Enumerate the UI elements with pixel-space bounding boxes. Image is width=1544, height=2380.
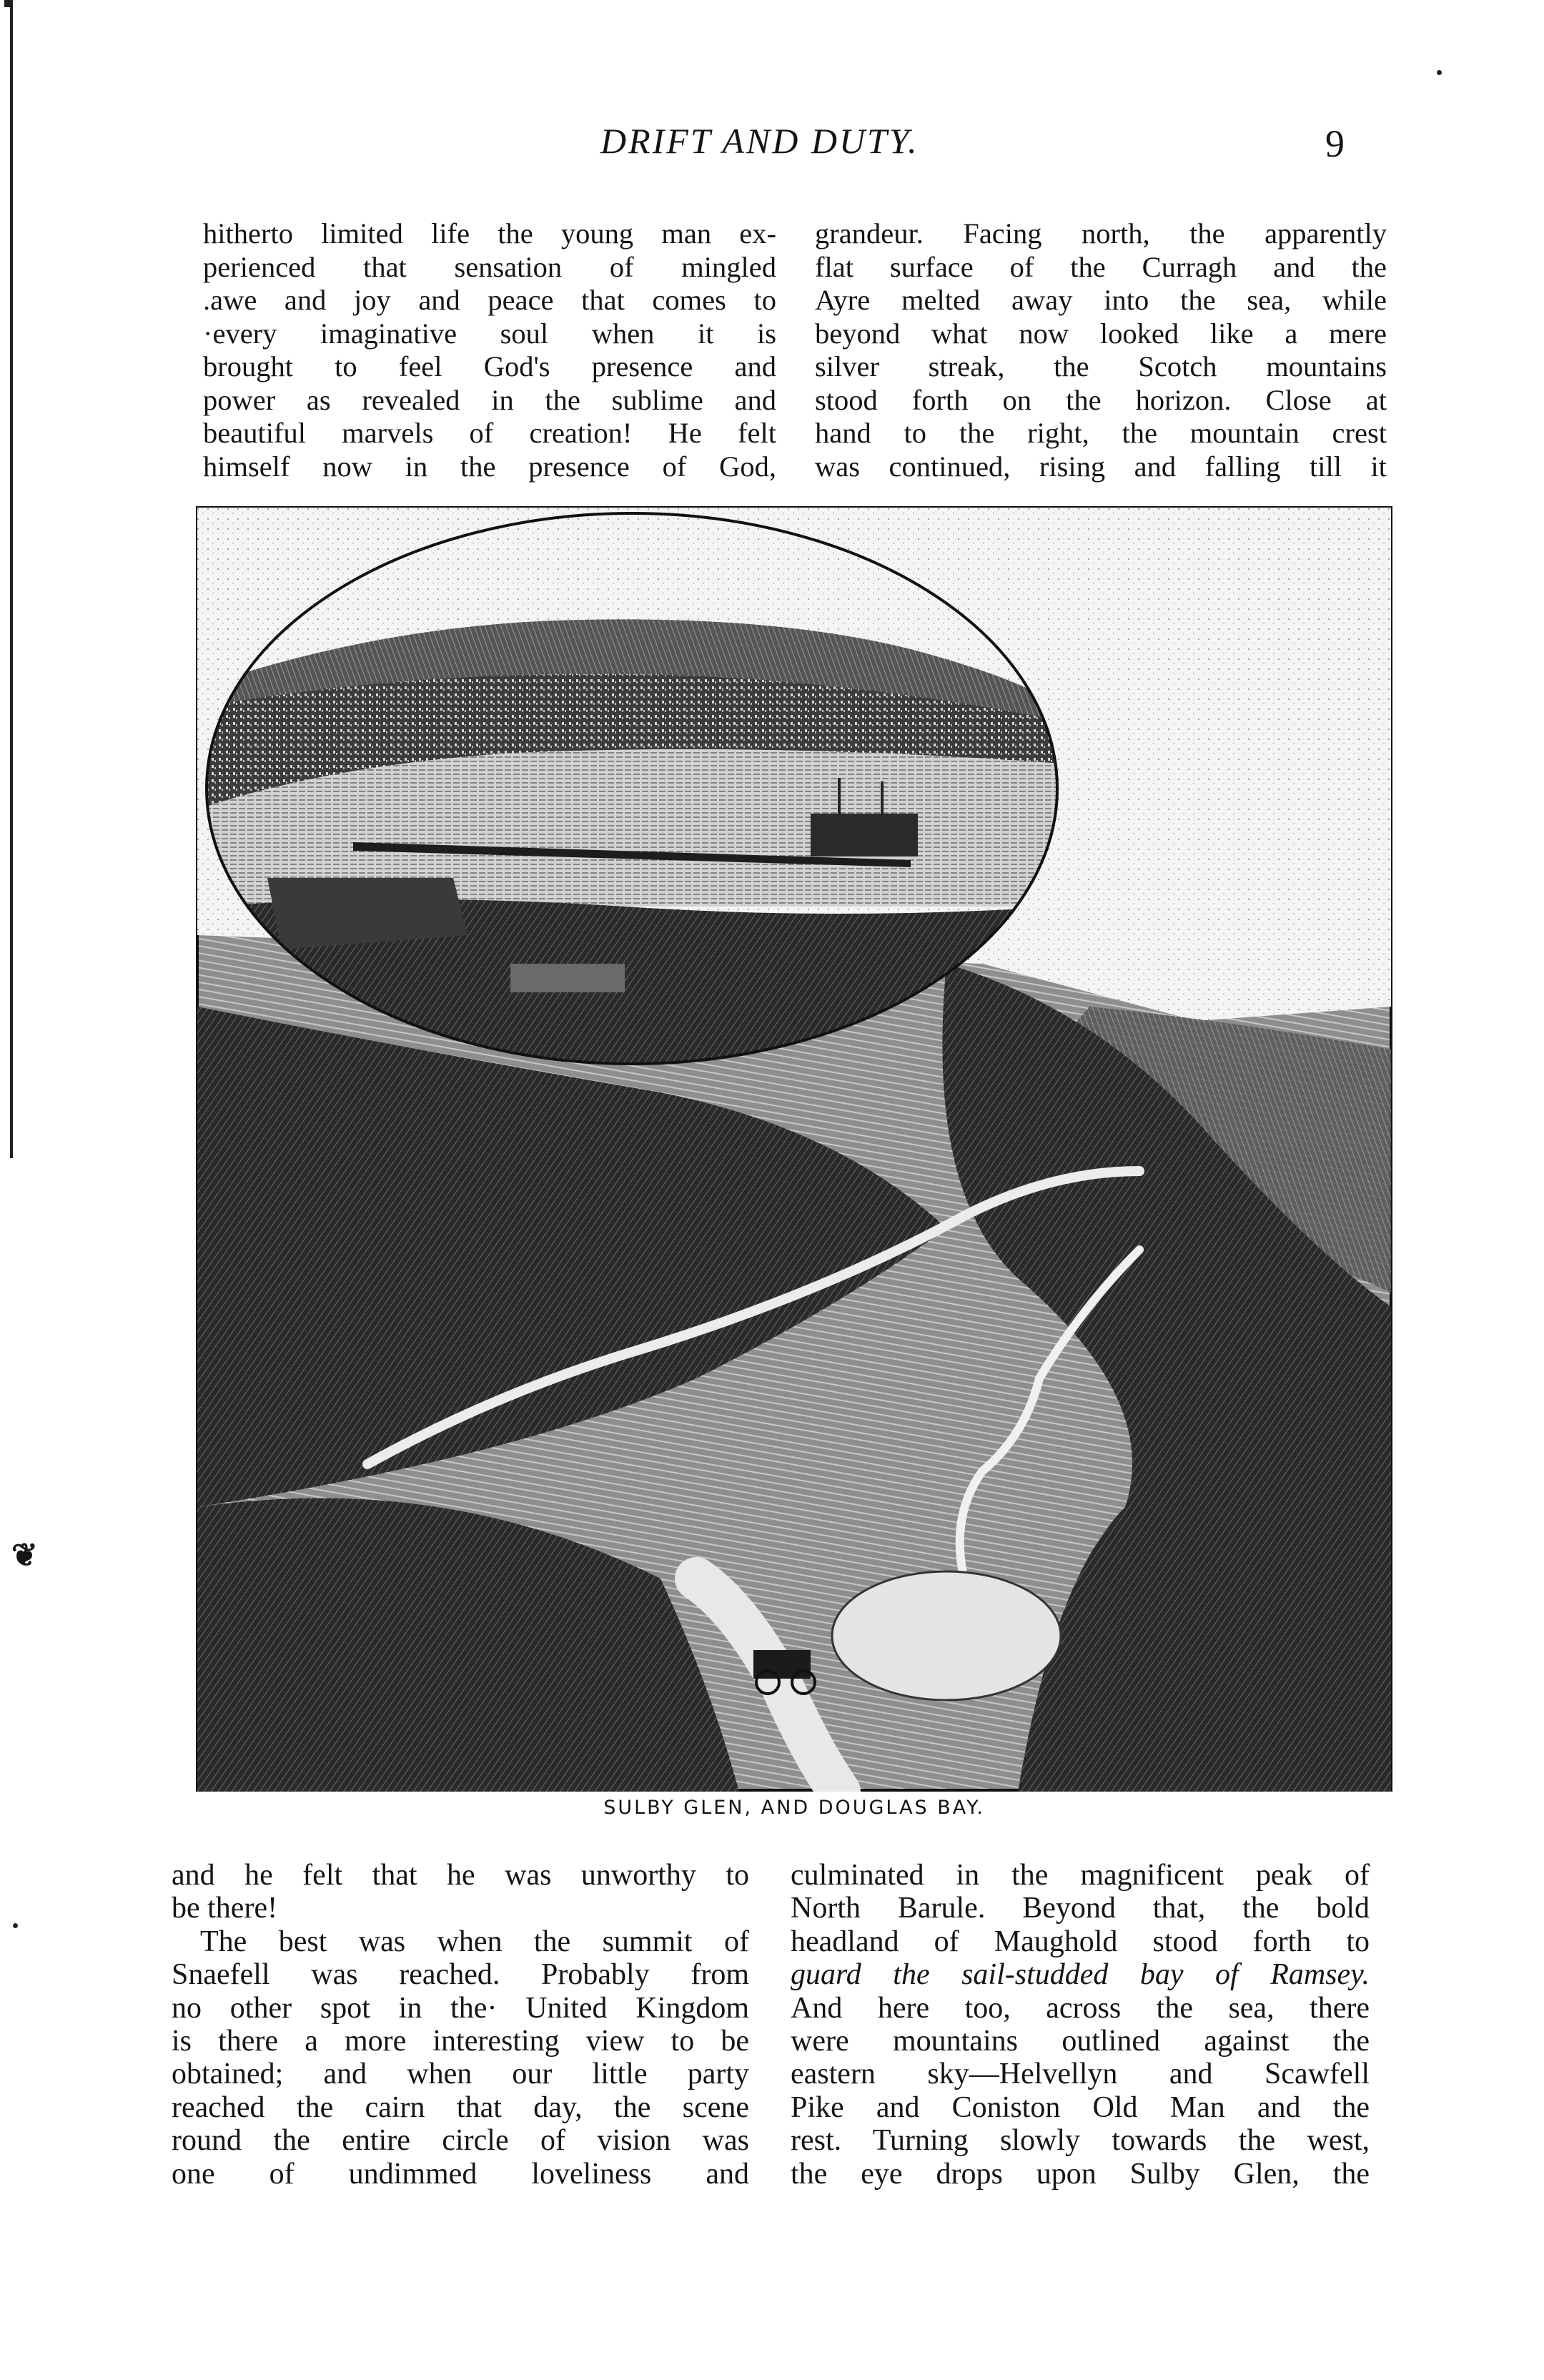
text-line: North Barule. Beyond that, the bold <box>791 1892 1370 1925</box>
text-line: be there! <box>172 1892 278 1925</box>
text-line: brought to feel God's presence and <box>203 350 776 382</box>
text-line: the eye drops upon Sulby Glen, the <box>791 2157 1370 2191</box>
text-line: hand to the right, the mountain crest <box>815 417 1387 449</box>
text-line: And here too, across the sea, there <box>791 1991 1370 2025</box>
page-number: 9 <box>1325 122 1345 165</box>
text-column-top-right <box>815 217 1387 483</box>
text-line: were mountains outlined against the <box>791 2025 1370 2058</box>
text-column-bottom-left <box>172 1859 749 2191</box>
figure-caption: SULBY GLEN, AND DOUGLAS BAY. <box>603 1797 985 1819</box>
text-line: perienced that sensation of mingled <box>203 250 776 283</box>
text-line: Snaefell was reached. Probably from <box>172 1958 749 1992</box>
text-line: beautiful marvels of creation! He felt <box>203 417 776 449</box>
text-line: silver streak, the Scotch mountains <box>815 350 1387 382</box>
text-column-top-left <box>203 217 776 483</box>
text-line: Pike and Coniston Old Man and the <box>791 2090 1370 2124</box>
text-line: eastern sky—Helvellyn and Scawfell <box>791 2058 1370 2091</box>
text-line: beyond what now looked like a mere <box>815 317 1387 350</box>
text-line: culminated in the magnificent peak of <box>791 1859 1370 1892</box>
scan-speck <box>13 1923 18 1928</box>
text-line: one of undimmed loveliness and <box>172 2157 749 2191</box>
text-line: hitherto limited life the young man ex- <box>203 217 776 250</box>
text-line: ·every imaginative soul when it is <box>203 317 776 350</box>
scan-speck <box>1437 70 1442 75</box>
text-line: grandeur. Facing north, the apparently <box>815 217 1387 250</box>
text-line: was continued, rising and falling till it <box>815 450 1387 483</box>
scan-edge-line <box>10 0 13 1158</box>
text-line: guard the sail-studded bay of Ramsey. <box>791 1958 1370 1992</box>
text-line: The best was when the summit of <box>200 1925 749 1958</box>
text-line: power as revealed in the sublime and <box>203 383 776 416</box>
text-line: no other spot in the· United Kingdom <box>172 1991 749 2025</box>
margin-ornament: ❦ <box>11 1538 38 1573</box>
text-line: reached the cairn that day, the scene <box>172 2090 749 2124</box>
text-line: himself now in the presence of God, <box>203 450 776 483</box>
text-line: Ayre melted away into the sea, while <box>815 284 1387 316</box>
engraving-illustration <box>196 506 1392 1792</box>
text-line: stood forth on the horizon. Close at <box>815 383 1387 416</box>
text-line: obtained; and when our little party <box>172 2058 749 2091</box>
text-line: rest. Turning slowly towards the west, <box>791 2124 1370 2158</box>
text-line: and he felt that he was unworthy to <box>172 1859 749 1892</box>
text-line: is there a more interesting view to be <box>172 2025 749 2058</box>
running-head: DRIFT AND DUTY. <box>600 121 919 161</box>
text-line: round the entire circle of vision was <box>172 2124 749 2158</box>
scan-edge-mark <box>4 0 11 7</box>
text-line: .awe and joy and peace that comes to <box>203 284 776 316</box>
text-line: flat surface of the Curragh and the <box>815 250 1387 283</box>
text-line: headland of Maughold stood forth to <box>791 1925 1370 1958</box>
text-column-bottom-right <box>791 1859 1370 2191</box>
